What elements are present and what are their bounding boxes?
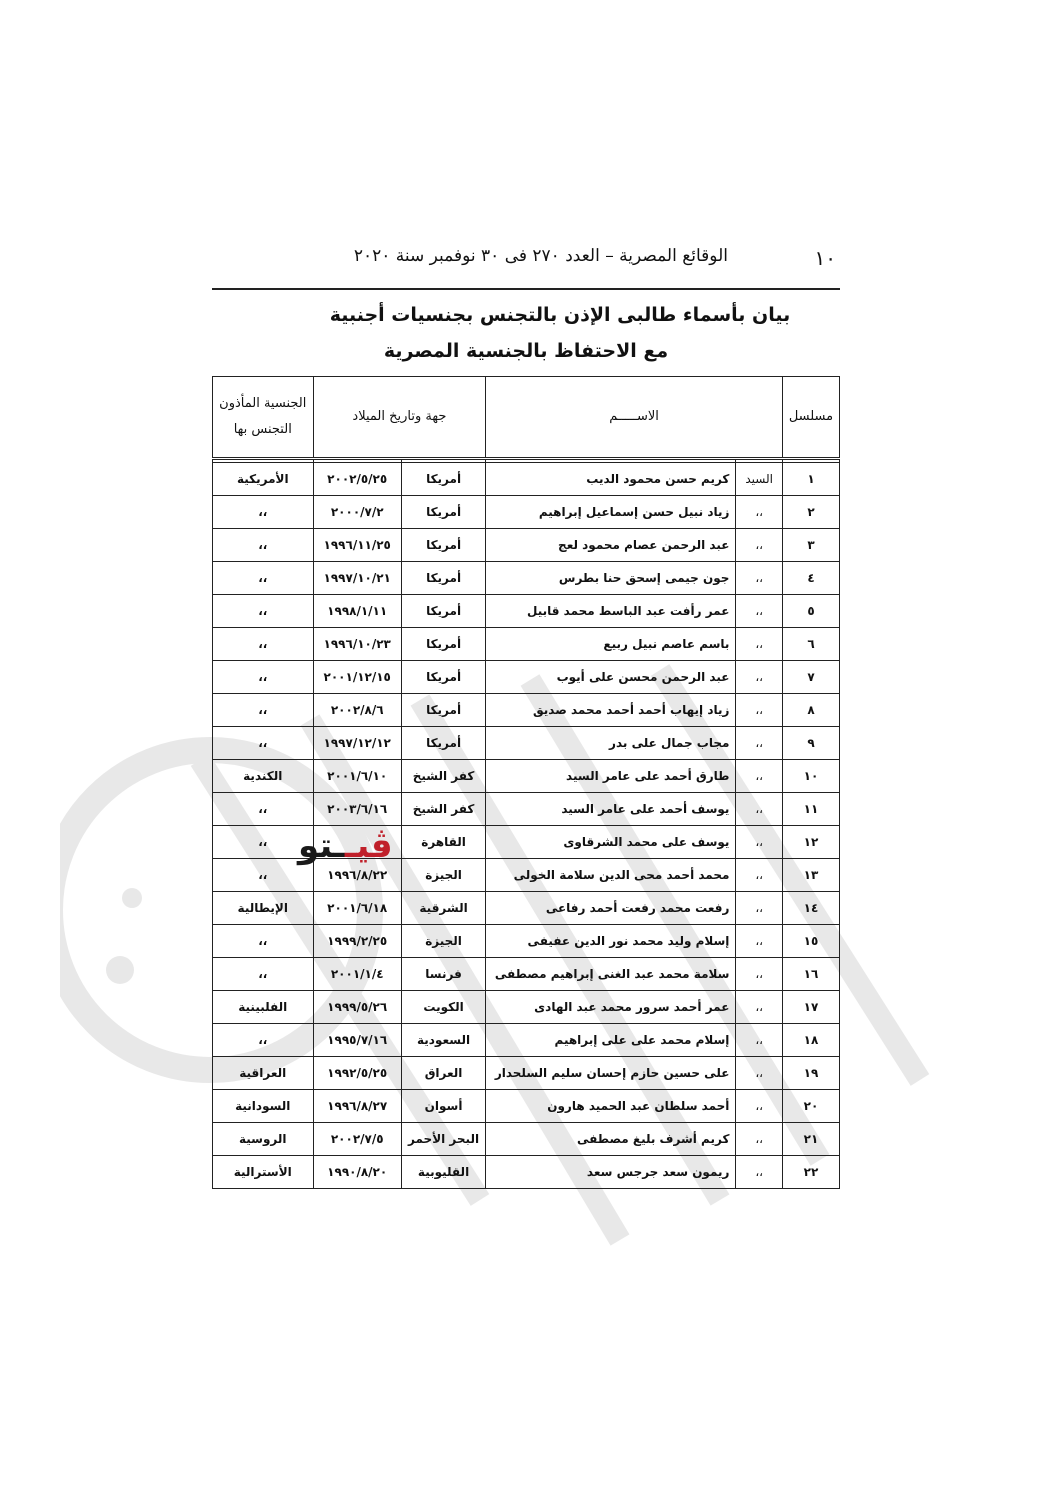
- cell-nationality: ،،: [213, 958, 314, 991]
- cell-birthplace: كفر الشيخ: [401, 760, 485, 793]
- table-row: [213, 496, 840, 529]
- cell-nationality: ،،: [213, 793, 314, 826]
- cell-birthplace: أسوان: [401, 1090, 485, 1123]
- header-nationality-line2: التجنس بها: [233, 422, 292, 437]
- cell-name: جون جيمى إسحق حنا بطرس: [486, 562, 736, 595]
- cell-name: إسلام محمد على على إبراهيم: [486, 1024, 736, 1057]
- table-row: [213, 595, 840, 628]
- cell-name: يوسف على محمد الشرقاوى: [486, 826, 736, 859]
- cell-serial: ١٨: [782, 1024, 839, 1057]
- cell-birthdate: ٢٠٠٢/٧/٥: [313, 1123, 401, 1156]
- table-row: [213, 529, 840, 562]
- cell-serial: ١١: [782, 793, 839, 826]
- cell-nationality: الأمريكية: [213, 463, 314, 496]
- cell-birthplace: أمريكا: [401, 463, 485, 496]
- cell-birthdate: ٢٠٠٢/٥/٢٥: [313, 463, 401, 496]
- cell-birthdate: ٢٠٠١/٦/١٠: [313, 760, 401, 793]
- cell-birthplace: القاهرة: [401, 826, 485, 859]
- cell-nationality: ،،: [213, 727, 314, 760]
- cell-nationality: ،،: [213, 529, 314, 562]
- page-header: [212, 236, 840, 290]
- cell-nationality: ،،: [213, 694, 314, 727]
- cell-serial: ٦: [782, 628, 839, 661]
- cell-name: عمر رأفت عبد الباسط محمد قابيل: [486, 595, 736, 628]
- cell-birthdate: ١٩٩٥/٧/١٦: [313, 1024, 401, 1057]
- cell-name: يوسف أحمد على عامر السيد: [486, 793, 736, 826]
- cell-birthplace: البحر الأحمر: [401, 1123, 485, 1156]
- cell-birthdate: ١٩٩٦/٨/٢٢: [313, 859, 401, 892]
- document-subtitle: مع الاحتفاظ بالجنسية المصرية: [383, 340, 669, 362]
- table-row: [213, 1057, 840, 1090]
- cell-title: السيد: [736, 463, 783, 496]
- cell-birthplace: أمريكا: [401, 628, 485, 661]
- cell-birthdate: ٢٠٠٢/٨/٦: [313, 694, 401, 727]
- cell-birthplace: أمريكا: [401, 727, 485, 760]
- cell-title: ،،: [736, 694, 783, 727]
- cell-nationality: ،،: [213, 562, 314, 595]
- cell-title: ،،: [736, 1156, 783, 1189]
- cell-serial: ١٩: [782, 1057, 839, 1090]
- cell-birthplace: الكويت: [401, 991, 485, 1024]
- cell-birthplace: أمريكا: [401, 661, 485, 694]
- cell-birthplace: الجيزة: [401, 859, 485, 892]
- cell-nationality: الكندية: [213, 760, 314, 793]
- cell-nationality: ،،: [213, 661, 314, 694]
- gazette-issue-line: الوقائع المصرية – العدد ٢٧٠ فى ٣٠ نوفمبر سنة ٢٠٢٠: [353, 246, 728, 266]
- table-row: [213, 694, 840, 727]
- table-row: [213, 562, 840, 595]
- header-nationality: [213, 377, 314, 459]
- cell-title: ،،: [736, 1090, 783, 1123]
- table-row: [213, 793, 840, 826]
- applicants-table: [212, 376, 840, 1189]
- cell-serial: ٢٢: [782, 1156, 839, 1189]
- cell-name: زياد إيهاب أحمد أحمد محمد صديق: [486, 694, 736, 727]
- cell-title: ،،: [736, 760, 783, 793]
- cell-title: ،،: [736, 661, 783, 694]
- cell-title: ،،: [736, 892, 783, 925]
- table-row: [213, 1123, 840, 1156]
- table-row: [213, 1090, 840, 1123]
- table-row: [213, 463, 840, 496]
- table-header-row: [213, 377, 840, 459]
- cell-name: إسلام وليد محمد نور الدين عفيفى: [486, 925, 736, 958]
- cell-birthdate: ١٩٩٦/٨/٢٧: [313, 1090, 401, 1123]
- cell-nationality: ،،: [213, 595, 314, 628]
- cell-name: كريم أشرف بليغ مصطفى: [486, 1123, 736, 1156]
- table-row: [213, 628, 840, 661]
- cell-serial: ٤: [782, 562, 839, 595]
- cell-nationality: الأسترالية: [213, 1156, 314, 1189]
- table-row: [213, 1024, 840, 1057]
- cell-title: ،،: [736, 727, 783, 760]
- cell-birthdate: ١٩٩٨/١/١١: [313, 595, 401, 628]
- cell-nationality: الإيطالية: [213, 892, 314, 925]
- cell-serial: ١٥: [782, 925, 839, 958]
- cell-name: طارق أحمد على عامر السيد: [486, 760, 736, 793]
- cell-birthplace: أمريكا: [401, 562, 485, 595]
- cell-serial: ٢٠: [782, 1090, 839, 1123]
- cell-birthdate: ١٩٩٩/٢/٢٥: [313, 925, 401, 958]
- cell-serial: ٣: [782, 529, 839, 562]
- cell-birthdate: ٢٠٠١/٦/١٨: [313, 892, 401, 925]
- cell-nationality: ،،: [213, 496, 314, 529]
- table-row: [213, 925, 840, 958]
- cell-name: على حسين حازم إحسان سليم السلحدار: [486, 1057, 736, 1090]
- cell-title: ،،: [736, 1123, 783, 1156]
- cell-birthplace: كفر الشيخ: [401, 793, 485, 826]
- cell-name: باسم عاصم نبيل ربيع: [486, 628, 736, 661]
- table-row: [213, 661, 840, 694]
- cell-birthdate: ١٩٩٩/٥/٢٦: [313, 991, 401, 1024]
- cell-birthplace: أمريكا: [401, 529, 485, 562]
- header-serial: مسلسل: [782, 377, 839, 459]
- cell-title: ،،: [736, 826, 783, 859]
- cell-nationality: ،،: [213, 628, 314, 661]
- cell-nationality: السودانية: [213, 1090, 314, 1123]
- cell-title: ،،: [736, 793, 783, 826]
- cell-title: ،،: [736, 958, 783, 991]
- cell-birthplace: فرنسا: [401, 958, 485, 991]
- cell-serial: ١٢: [782, 826, 839, 859]
- cell-name: رفعت محمد رفعت أحمد رفاعى: [486, 892, 736, 925]
- cell-birthdate: ١٩٩٧/١٠/٢١: [313, 562, 401, 595]
- table-row: [213, 958, 840, 991]
- table-row: [213, 727, 840, 760]
- cell-title: ،،: [736, 496, 783, 529]
- cell-birthplace: السعودية: [401, 1024, 485, 1057]
- cell-birthdate: ٢٠٠١/١/٤: [313, 958, 401, 991]
- cell-birthplace: الجيزة: [401, 925, 485, 958]
- cell-birthplace: أمريكا: [401, 496, 485, 529]
- table-row: [213, 760, 840, 793]
- cell-title: ،،: [736, 1057, 783, 1090]
- header-nationality-line1: الجنسية المأذون: [219, 396, 307, 411]
- cell-serial: ٩: [782, 727, 839, 760]
- header-name: الاســـــم: [486, 377, 783, 459]
- page-number: ١٠: [814, 246, 836, 270]
- cell-title: ،،: [736, 925, 783, 958]
- cell-name: ريمون سعد جرجس سعد: [486, 1156, 736, 1189]
- cell-nationality: ،،: [213, 925, 314, 958]
- cell-name: سلامة محمد عبد الغنى إبراهيم مصطفى: [486, 958, 736, 991]
- cell-name: مجاب جمال على بدر: [486, 727, 736, 760]
- table-row: [213, 1156, 840, 1189]
- cell-birthdate: ١٩٩٠/٨/٢٠: [313, 1156, 401, 1189]
- cell-birthdate: ١٩٩٢/٥/٢٥: [313, 1057, 401, 1090]
- cell-serial: ١٣: [782, 859, 839, 892]
- cell-name: عمر أحمد سرور محمد عبد الهادى: [486, 991, 736, 1024]
- cell-birthdate: ٢٠٠١/١٢/١٥: [313, 661, 401, 694]
- cell-name: أحمد سلطان عبد الحميد هارون: [486, 1090, 736, 1123]
- cell-serial: ١٠: [782, 760, 839, 793]
- watermark-logo-part2: ـتو: [298, 826, 345, 866]
- cell-title: ،،: [736, 628, 783, 661]
- cell-serial: ٢١: [782, 1123, 839, 1156]
- cell-name: كريم حسن محمود الديب: [486, 463, 736, 496]
- cell-birthdate: ١٩٩٦/١١/٢٥: [313, 529, 401, 562]
- cell-birthplace: أمريكا: [401, 595, 485, 628]
- cell-nationality: ،،: [213, 1024, 314, 1057]
- cell-name: عبد الرحمن محسن على أيوب: [486, 661, 736, 694]
- cell-nationality: الفلبينية: [213, 991, 314, 1024]
- site-watermark-logo: [298, 826, 393, 866]
- cell-serial: ٨: [782, 694, 839, 727]
- cell-serial: ١: [782, 463, 839, 496]
- watermark-logo-part1: ڤيـ: [344, 826, 393, 866]
- document-title: بيان بأسماء طالبى الإذن بالتجنس بجنسيات أجنبية: [329, 304, 791, 326]
- cell-birthdate: ٢٠٠٠/٧/٢: [313, 496, 401, 529]
- cell-title: ،،: [736, 991, 783, 1024]
- cell-name: محمد أحمد محى الدين سلامة الخولى: [486, 859, 736, 892]
- cell-birthdate: ١٩٩٧/١٢/١٢: [313, 727, 401, 760]
- table-row: [213, 991, 840, 1024]
- cell-birthdate: ١٩٩٦/١٠/٢٣: [313, 628, 401, 661]
- cell-serial: ٧: [782, 661, 839, 694]
- cell-birthplace: العراق: [401, 1057, 485, 1090]
- cell-serial: ٥: [782, 595, 839, 628]
- cell-name: عبد الرحمن عصام محمود لعج: [486, 529, 736, 562]
- cell-birthplace: القليوبية: [401, 1156, 485, 1189]
- cell-title: ،،: [736, 859, 783, 892]
- cell-serial: ١٦: [782, 958, 839, 991]
- cell-title: ،،: [736, 595, 783, 628]
- header-birth: جهة وتاريخ الميلاد: [313, 377, 486, 459]
- cell-title: ،،: [736, 529, 783, 562]
- cell-nationality: العراقية: [213, 1057, 314, 1090]
- cell-title: ،،: [736, 1024, 783, 1057]
- cell-nationality: الروسية: [213, 1123, 314, 1156]
- cell-name: زياد نبيل حسن إسماعيل إبراهيم: [486, 496, 736, 529]
- cell-title: ،،: [736, 562, 783, 595]
- cell-serial: ١٤: [782, 892, 839, 925]
- cell-birthplace: أمريكا: [401, 694, 485, 727]
- cell-nationality: ،،: [213, 826, 314, 859]
- cell-birthplace: الشرقية: [401, 892, 485, 925]
- cell-serial: ١٧: [782, 991, 839, 1024]
- cell-birthdate: ٢٠٠٣/٦/١٦: [313, 793, 401, 826]
- cell-nationality: ،،: [213, 859, 314, 892]
- cell-serial: ٢: [782, 496, 839, 529]
- table-row: [213, 892, 840, 925]
